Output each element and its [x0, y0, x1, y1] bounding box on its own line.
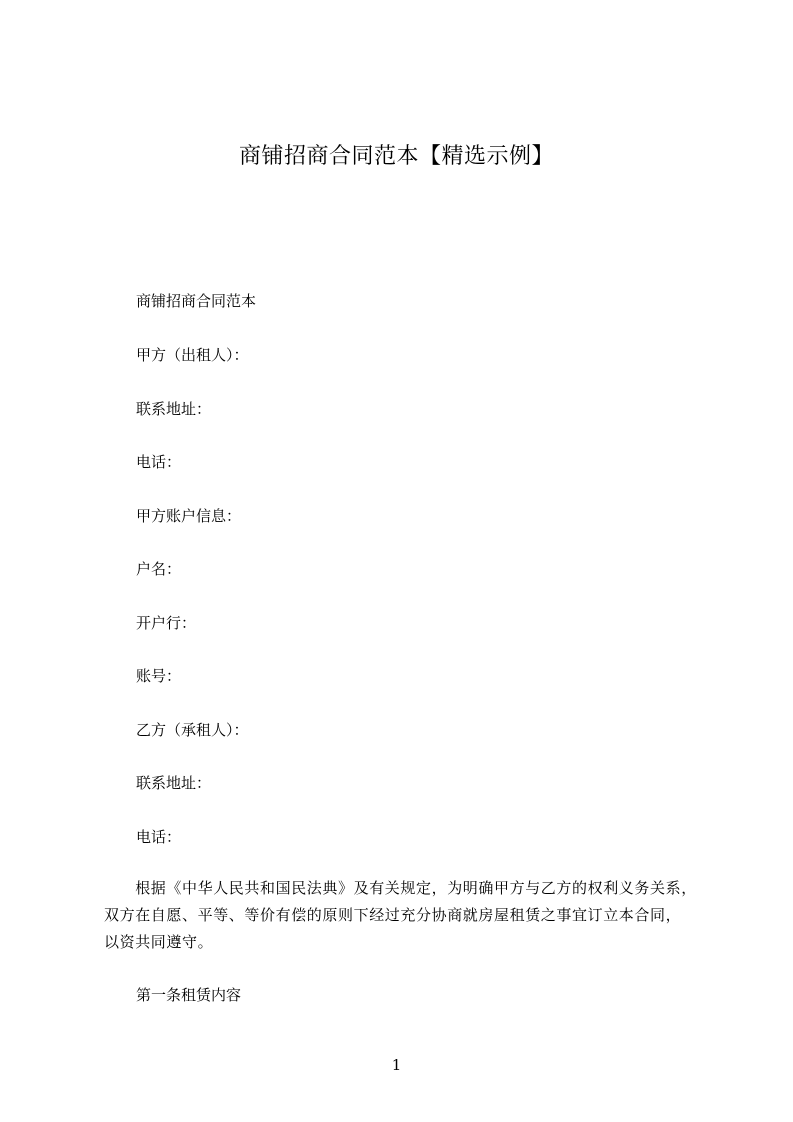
preamble-line-2: 双方在自愿、平等、等价有偿的原则下经过充分协商就房屋租赁之事宜订立本合同， — [104, 906, 682, 924]
account-name-label: 户名： — [136, 560, 182, 578]
party-a-phone-label: 电话： — [136, 453, 182, 471]
party-a-label: 甲方（出租人）： — [136, 346, 249, 364]
party-a-account-info-label: 甲方账户信息： — [136, 507, 242, 525]
party-b-address-label: 联系地址： — [136, 774, 212, 792]
party-b-phone-label: 电话： — [136, 828, 182, 846]
preamble-line-3: 以资共同遵守。 — [104, 933, 214, 951]
preamble-line-1: 根据《中华人民共和国民法典》及有关规定，为明确甲方与乙方的权利义务关系， — [104, 879, 697, 897]
bank-label: 开户行： — [136, 614, 197, 632]
document-title: 商铺招商合同范本【精选示例】 — [238, 144, 554, 169]
contract-subtitle: 商铺招商合同范本 — [136, 292, 257, 310]
party-a-address-label: 联系地址： — [136, 400, 212, 418]
account-number-label: 账号： — [136, 667, 182, 685]
party-b-label: 乙方（承租人）： — [136, 721, 249, 739]
page-number: 1 — [391, 1056, 402, 1074]
preamble-paragraph — [104, 875, 724, 956]
section-heading: 第一条租赁内容 — [136, 986, 242, 1004]
